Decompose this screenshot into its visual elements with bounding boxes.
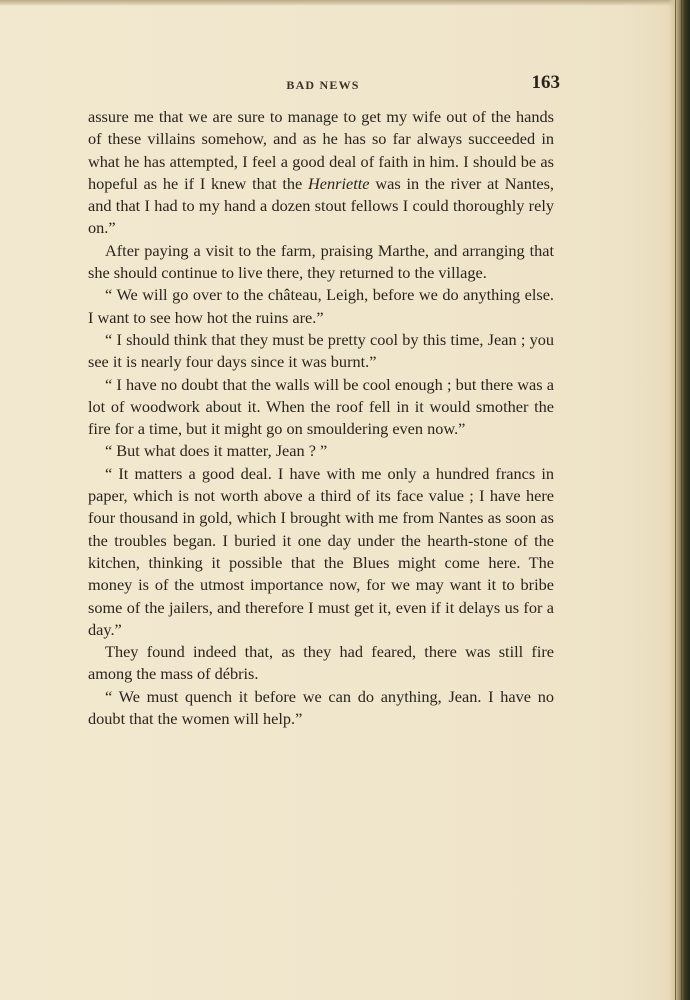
ship-name-italic: Henriette <box>308 173 370 193</box>
page-top-edge <box>0 0 690 6</box>
gutter-line <box>681 0 682 1000</box>
paragraph: They found indeed that, as they had feared, there was still fire among the mass of débris. <box>88 642 554 684</box>
paragraph: “ We will go over to the château, Leigh, before we do anything else. I want to see how hot the ruins are.” <box>88 285 554 327</box>
book-gutter <box>668 0 690 1000</box>
paragraph: “ I have no doubt that the walls will be cool enough ; but there was a lot of woodwork about it. When the roof fell in it would smother the fire for a time, but it might go on smouldering even now.” <box>88 374 554 439</box>
body-text <box>88 106 554 730</box>
paragraph: “ I should think that they must be pretty cool by this time, Jean ; you see it is nearly four days since it was burnt.” <box>88 329 554 372</box>
paragraph: “ But what does it matter, Jean ? ” <box>105 441 328 461</box>
paragraph: “ It matters a good deal. I have with me only a hundred francs in paper, which is not worth above a third of its face value ; I have here four thousand in gold, which I brought with me from Nantes as soon as the troubles began. I buried it one day under the hearth-stone of the kitchen, thinking it possible that the Blues might come here. The money is of the utmost importance now, for we may want it to bribe some of the jailers, and therefore I must get it, even if it delays us for a day.” <box>88 463 554 639</box>
paragraph-text: was in the river at Nantes, and that I had to my hand a dozen stout fellows I could thoroughly rely on.” <box>88 173 554 238</box>
paragraph: “ We must quench it before we can do anything, Jean. I have no doubt that the women will help.” <box>88 686 554 729</box>
page-number: 163 <box>531 72 560 93</box>
paragraph-text: assure me that we are sure to manage to get my wife out of the hands of these villains somehow, and as he has so far always succeeded in what he has attempted, I feel a good deal of faith in him. I should be as hopeful as he if I knew that the <box>88 107 554 193</box>
paragraph <box>88 106 554 240</box>
paragraph: After paying a visit to the farm, praising Marthe, and arranging that she should continue to live there, they returned to the village. <box>88 240 554 283</box>
page-header <box>88 72 558 100</box>
gutter-line <box>675 0 676 1000</box>
running-head: BAD NEWS <box>286 78 360 92</box>
